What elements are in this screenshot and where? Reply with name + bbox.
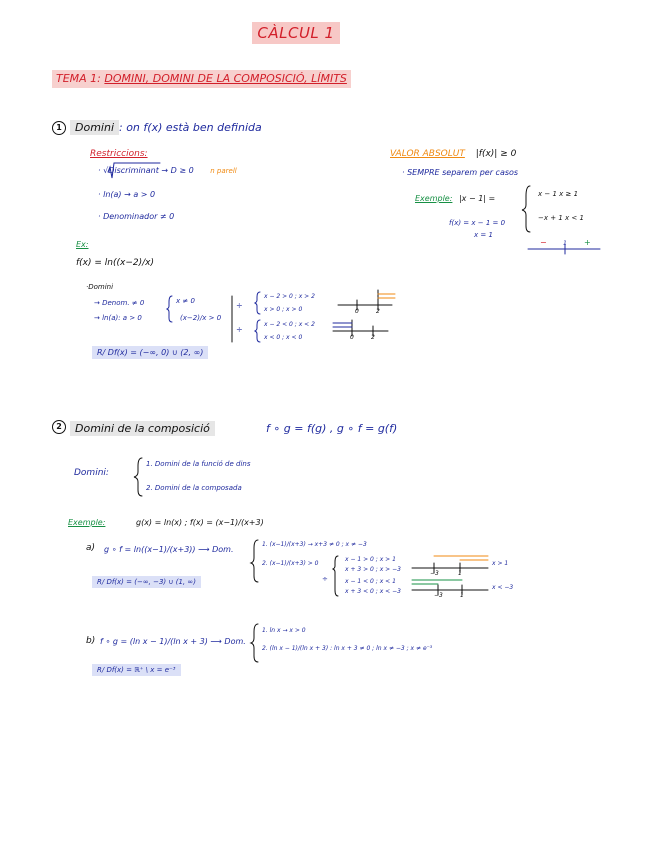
part-a-axis-tick: −3: [430, 570, 439, 577]
example1-cond-result: (x−2)/x > 0: [180, 314, 222, 322]
page-title: CÀLCUL 1: [252, 22, 340, 44]
part-a-axis-label: x < −3: [492, 584, 514, 591]
abs-sign-tick: 1: [563, 240, 567, 247]
topic-label: TEMA 1:: [56, 72, 101, 85]
example1-axis-tick: 0: [355, 308, 359, 315]
part-a-cond: 1. (x−1)/(x+3) → x+3 ≠ 0 ; x ≠ −3: [262, 541, 367, 548]
example1-brace: [255, 320, 260, 342]
part-a-cond: 2. (x−1)/(x+3) > 0: [262, 560, 319, 567]
part-a-axis-tick: 1: [460, 592, 464, 599]
restriction-item: · Denominador ≠ 0: [98, 212, 175, 221]
part-a-axis-tick: −3: [434, 592, 443, 599]
example1-axis-tick: 0: [350, 334, 354, 341]
example1-case: x < 0 ; x < 0: [264, 334, 303, 341]
abs-sign-minus: −: [540, 238, 547, 247]
example1-label: Ex:: [76, 240, 89, 249]
example1-minus-sign: ÷: [236, 325, 243, 334]
example1-domini-label: ·Domini: [86, 283, 114, 291]
part-a-sign: ÷: [322, 575, 328, 583]
restriction-note: n parell: [210, 167, 237, 175]
example1-case: x > 0 ; x > 0: [264, 306, 303, 313]
example1-plus-sign: ÷: [236, 301, 243, 310]
example2-defs: g(x) = ln(x) ; f(x) = (x−1)/(x+3): [136, 518, 264, 527]
abs-sign-plus: +: [584, 238, 591, 247]
abs-note: f(x) = x − 1 = 0: [449, 219, 506, 227]
section1-number: 1: [52, 121, 66, 135]
restrictions-title: Restriccions:: [90, 149, 148, 159]
example1-axis-tick: 2: [371, 334, 375, 341]
section2-number: 2: [52, 420, 66, 434]
part-a-case: x + 3 < 0 ; x < −3: [345, 588, 401, 595]
abs-value-bullet: · SEMPRE separem per casos: [402, 168, 519, 177]
part-a-label: a): [86, 543, 96, 553]
abs-note: x = 1: [474, 231, 493, 239]
part-b-cond: 2. (ln x − 1)/(ln x + 3) : ln x + 3 ≠ 0 ; ln x ≠ −3 ; x ≠ e⁻³: [262, 645, 433, 652]
part-a-brace: [333, 556, 338, 596]
section2-domini-item: 2. Domini de la composada: [146, 484, 242, 492]
part-a-axis-tick: 1: [458, 570, 462, 577]
part-a-result: R/ Df(x) = (−∞, −3) ∪ (1, ∞): [92, 576, 201, 588]
example1-result: R/ Df(x) = (−∞, 0) ∪ (2, ∞): [92, 346, 208, 359]
part-b-result: R/ Df(x) = ℝ⁺ \ x = e⁻³: [92, 664, 181, 676]
part-a-case: x − 1 > 0 ; x > 1: [345, 556, 396, 563]
restriction-item: · √Discriminant → D ≥ 0 n parell: [98, 166, 237, 175]
part-b-brace: [251, 624, 258, 662]
section2-domini-label: Domini:: [74, 468, 109, 478]
part-a-case: x − 1 < 0 ; x < 1: [345, 578, 396, 585]
restriction-text: Denominador ≠ 0: [103, 212, 175, 221]
example1-case: x − 2 > 0 ; x > 2: [264, 293, 315, 300]
section1-heading-rest: : on f(x) està ben definida: [119, 121, 262, 134]
abs-value-bullet-text: SEMPRE separem per casos: [407, 168, 519, 177]
example1-case: x − 2 < 0 ; x < 2: [264, 321, 315, 328]
restriction-item: · ln(a) → a > 0: [98, 190, 156, 199]
example1-cond-result: x ≠ 0: [176, 297, 195, 305]
part-a-case: x + 3 > 0 ; x > −3: [345, 566, 401, 573]
restriction-text: √Discriminant → D ≥ 0: [103, 166, 194, 175]
section2-heading: Domini de la composició: [70, 421, 215, 436]
abs-example-label: Exemple:: [415, 194, 453, 203]
section2-domini-item: 1. Domini de la funció de dins: [146, 460, 251, 468]
part-a-brace: [251, 540, 258, 582]
part-b-expr: f ∘ g = (ln x − 1)/(ln x + 3) ⟶ Dom.: [100, 637, 246, 646]
domini-brace: [134, 458, 142, 496]
abs-cases-brace: [522, 186, 530, 232]
abs-value-title: VALOR ABSOLUT: [390, 149, 465, 159]
example1-brace: [167, 296, 172, 322]
restriction-text: ln(a) → a > 0: [103, 190, 156, 199]
part-b-label: b): [86, 636, 96, 646]
abs-example-expr: |x − 1| =: [458, 194, 496, 203]
example2-label: Exemple:: [68, 518, 106, 527]
part-a-expr: g ∘ f = ln((x−1)/(x+3)) ⟶ Dom.: [104, 545, 234, 554]
section2-formula: f ∘ g = f(g) , g ∘ f = g(f): [266, 422, 398, 435]
example1-function: f(x) = ln((x−2)/x): [76, 258, 154, 268]
example1-axis-tick: 2: [376, 308, 380, 315]
section1-heading: Domini: [70, 120, 119, 135]
part-a-axis-label: x > 1: [492, 560, 509, 567]
abs-case: x − 1 x ≥ 1: [538, 190, 579, 198]
example1-condition: → ln(a): a > 0: [94, 314, 142, 322]
sqrt-symbol: [108, 163, 160, 178]
abs-case: −x + 1 x < 1: [538, 214, 584, 222]
example1-brace: [255, 292, 260, 314]
part-b-cond: 1. ln x → x > 0: [262, 627, 306, 634]
example1-condition: → Denom. ≠ 0: [94, 299, 145, 307]
abs-value-condition: |f(x)| ≥ 0: [475, 149, 517, 159]
topic-text: DOMINI, DOMINI DE LA COMPOSICIÓ, LÍMITS: [104, 72, 347, 85]
